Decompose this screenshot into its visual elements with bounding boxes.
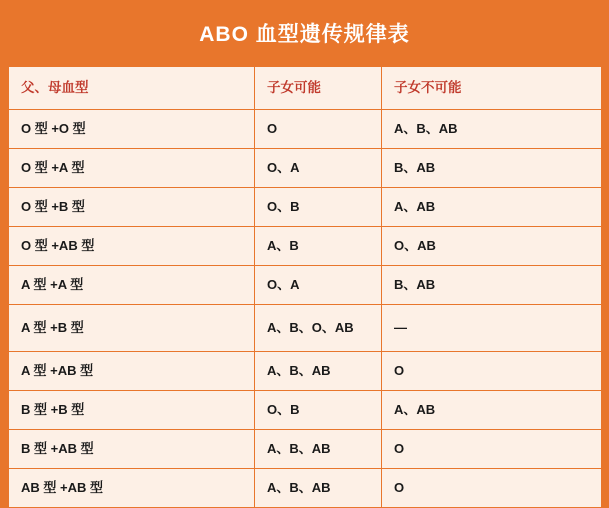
cell-parents [9,227,255,266]
table-header [9,67,602,110]
cell-impossible-text: O [394,363,405,379]
cell-possible-text: O、B [267,199,300,215]
cell-parents-text: B 型 +B 型 [21,402,85,418]
cell-impossible-text: A、AB [394,402,436,418]
cell-impossible-text: — [394,320,407,336]
cell-impossible [382,266,602,305]
cell-impossible-text: B、AB [394,160,436,176]
cell-parents [9,149,255,188]
cell-parents [9,266,255,305]
cell-impossible-text: A、B、AB [394,121,458,137]
cell-impossible-text: O [394,480,405,496]
cell-impossible [382,430,602,469]
cell-parents [9,469,255,508]
cell-impossible-text: A、AB [394,199,436,215]
cell-parents-text: A 型 +A 型 [21,277,84,293]
cell-parents [9,188,255,227]
table-row [9,352,602,391]
table-row [9,430,602,469]
cell-possible-text: A、B、AB [267,363,331,379]
cell-parents [9,305,255,352]
cell-impossible-text: B、AB [394,277,436,293]
cell-possible [255,430,382,469]
cell-possible-text: A、B、O、AB [267,320,354,336]
cell-possible [255,305,382,352]
cell-possible [255,266,382,305]
cell-possible [255,227,382,266]
cell-possible-text: A、B [267,238,299,254]
cell-possible-text: O、A [267,277,300,293]
cell-impossible-text: O、AB [394,238,436,254]
cell-impossible [382,110,602,149]
cell-possible-text: A、B、AB [267,480,331,496]
cell-possible [255,391,382,430]
cell-impossible [382,149,602,188]
cell-possible [255,352,382,391]
cell-parents [9,352,255,391]
column-header-impossible: 子女不可能 [382,67,602,110]
cell-possible-text: O、B [267,402,300,418]
cell-parents-text: AB 型 +AB 型 [21,480,103,496]
cell-impossible-text: O [394,441,405,457]
table-body [9,110,602,508]
table-header-row [9,67,602,110]
cell-impossible [382,352,602,391]
cell-parents [9,391,255,430]
table-row [9,188,602,227]
page-title: ABO 血型遗传规律表 [199,23,410,46]
cell-parents-text: O 型 +AB 型 [21,238,95,254]
column-header-parents: 父、母血型 [9,67,255,110]
cell-impossible [382,469,602,508]
table-row [9,227,602,266]
table-row [9,469,602,508]
cell-possible-text: O、A [267,160,300,176]
cell-parents-text: A 型 +AB 型 [21,363,94,379]
cell-parents-text: O 型 +A 型 [21,160,85,176]
page-header [8,0,601,66]
cell-impossible [382,391,602,430]
cell-parents [9,430,255,469]
blood-type-inheritance-table [8,66,602,508]
cell-parents-text: A 型 +B 型 [21,320,84,336]
cell-parents-text: O 型 +O 型 [21,121,86,137]
cell-possible-text: O [267,121,278,137]
table-row [9,391,602,430]
cell-parents [9,110,255,149]
cell-impossible [382,227,602,266]
cell-possible-text: A、B、AB [267,441,331,457]
table-row [9,305,602,352]
cell-impossible [382,305,602,352]
cell-parents-text: O 型 +B 型 [21,199,85,215]
table-row [9,266,602,305]
cell-possible [255,110,382,149]
table-row [9,110,602,149]
cell-possible [255,149,382,188]
cell-possible [255,188,382,227]
table-row [9,149,602,188]
cell-possible [255,469,382,508]
cell-impossible [382,188,602,227]
column-header-possible: 子女可能 [255,67,382,110]
cell-parents-text: B 型 +AB 型 [21,441,94,457]
